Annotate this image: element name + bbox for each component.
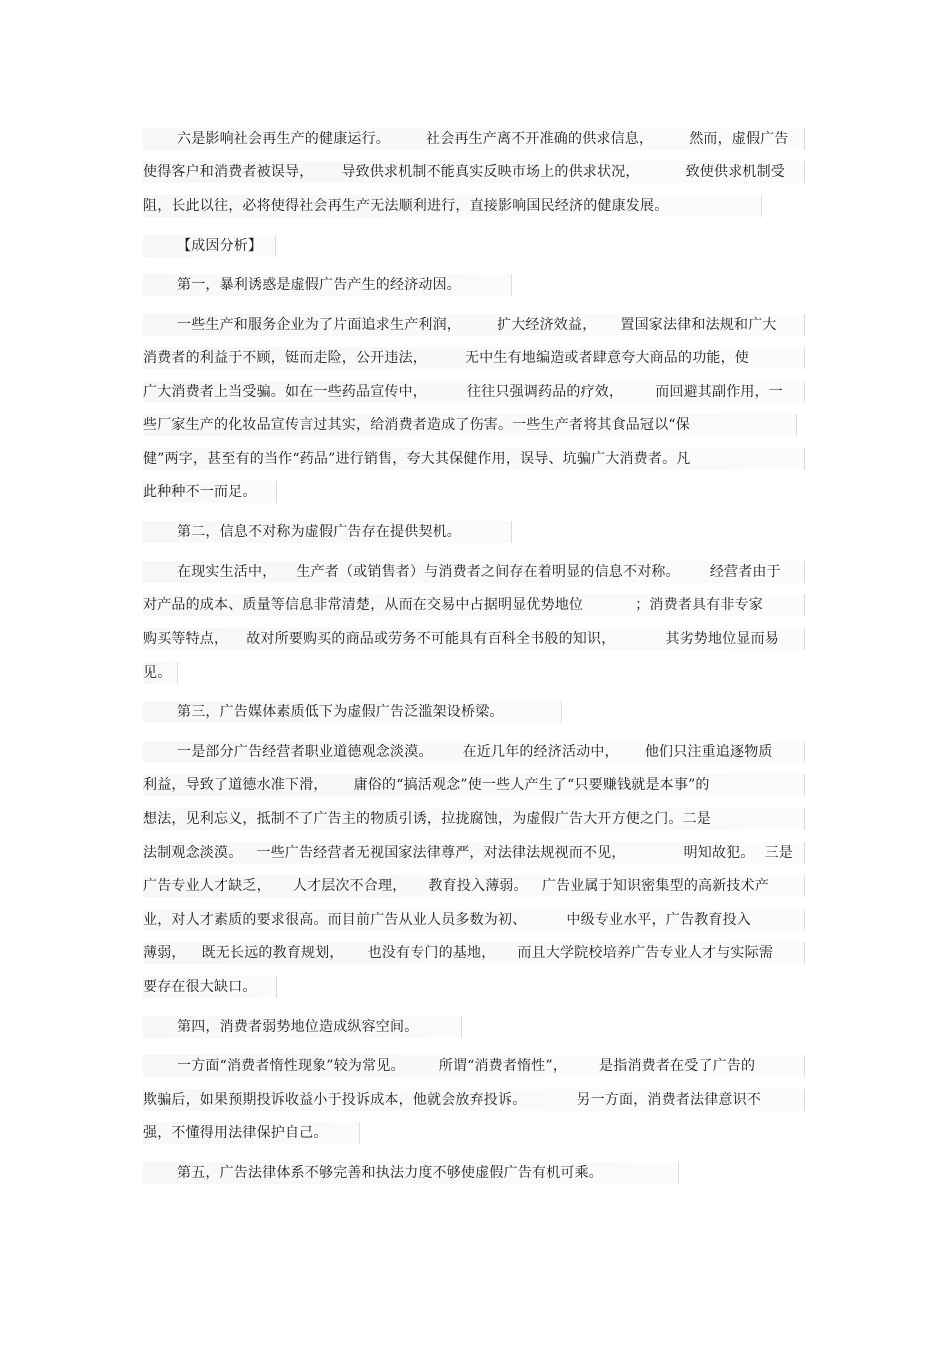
section-heading — [143, 235, 276, 257]
text-run: 想法，见利忘义，抵制不了广告主的物质引诱，拉拢腐蚀，为虚假广告大开方便之门。二是 — [143, 811, 711, 827]
paragraph-line — [143, 976, 277, 998]
text-run: 消费者的利益于不顾，铤而走险，公开违法， — [143, 350, 427, 366]
text-run: 六是影响社会再生产的健康运行。 — [177, 131, 390, 147]
text-run: 法制观念淡漠。 — [143, 845, 243, 861]
paragraph-line — [143, 808, 805, 830]
text-run: 使得客户和消费者被误导， — [143, 164, 314, 180]
text-run: 置国家法律和法规和广大 — [620, 317, 777, 333]
text-run: 第五，广告法律体系不够完善和执法力度不够使虚假广告有机可乘。 — [177, 1165, 603, 1181]
text-run: 另一方面，消费者法律意识不 — [576, 1092, 762, 1108]
paragraph-line — [143, 1089, 805, 1111]
paragraph-line — [143, 448, 805, 470]
text-run: 薄弱， — [143, 945, 186, 961]
text-run: 第四，消费者弱势地位造成纵容空间。 — [177, 1019, 419, 1035]
text-run: 欺骗后，如果预期投诉收益小于投诉成本，他就会放弃投诉。 — [143, 1092, 527, 1108]
paragraph-line — [143, 314, 805, 336]
text-run: 健”两字，甚至有的当作“药品”进行销售，夸大其保健作用，误导、坑骗广大消费者。凡 — [143, 451, 691, 467]
text-run: 要存在很大缺口。 — [143, 979, 257, 995]
text-run: 业，对人才素质的要求很高。而目前广告从业人员多数为初、 — [143, 912, 527, 928]
paragraph-line — [143, 381, 805, 403]
paragraph-line — [143, 875, 805, 897]
paragraph-line — [143, 128, 805, 150]
text-run: 所谓“消费者惰性”， — [438, 1058, 568, 1074]
text-run: 广告业属于知识密集型的高新技术产 — [541, 878, 770, 894]
paragraph-line — [143, 628, 805, 650]
paragraph-line — [143, 942, 805, 964]
text-run: 一是部分广告经营者职业道德观念淡漠。 — [177, 744, 433, 760]
text-run: 见。 — [143, 665, 172, 681]
paragraph-line — [143, 1122, 360, 1144]
section-heading — [143, 701, 562, 723]
text-run: 利益，导致了道德水准下滑， — [143, 777, 328, 793]
text-run: 无中生有地编造或者肆意夸大商品的功能，使 — [465, 350, 749, 366]
text-run: 扩大经济效益， — [497, 317, 597, 333]
text-run: 致使供求机制受 — [685, 164, 786, 180]
text-run: 在现实生活中， — [177, 564, 277, 580]
text-run: 他们只注重追逐物质 — [644, 744, 773, 760]
section-heading — [143, 274, 512, 296]
text-run: 明知故犯。 — [683, 845, 755, 861]
paragraph-line — [143, 741, 805, 763]
text-run: 教育投入薄弱。 — [428, 878, 528, 894]
paragraph-line — [143, 774, 805, 796]
paragraph-line — [143, 842, 805, 864]
paragraph-line — [143, 195, 762, 217]
text-run: 广大消费者上当受骗。如在一些药品宣传中， — [143, 384, 427, 400]
text-run: 阻，长此以往，必将使得社会再生产无法顺利进行，直接影响国民经济的健康发展。 — [143, 198, 669, 214]
text-run: 购买等特点， — [143, 631, 229, 647]
text-run: 一些生产和服务企业为了片面追求生产利润， — [177, 317, 461, 333]
text-run: 三是 — [764, 845, 794, 861]
text-run: ；消费者具有非专家 — [635, 597, 764, 613]
paragraph-line — [143, 347, 805, 369]
text-run: 【成因分析】 — [177, 238, 263, 254]
section-heading — [143, 1016, 462, 1038]
text-run: 第三，广告媒体素质低下为虚假广告泛滥架设桥梁。 — [177, 704, 504, 720]
text-run: 是指消费者在受了广告的 — [599, 1058, 756, 1074]
text-run: 而且大学院校培养广告专业人才与实际需 — [517, 945, 774, 961]
text-run: 经营者由于 — [709, 564, 781, 580]
text-run: 在近几年的经济活动中， — [462, 744, 619, 760]
text-run: 强，不懂得用法律保护自己。 — [143, 1125, 328, 1141]
text-run: 既无长远的教育规划， — [201, 945, 344, 961]
paragraph-line — [143, 594, 805, 616]
text-run: 往往只强调药品的疗效， — [467, 384, 624, 400]
paragraph-line — [143, 1055, 805, 1077]
text-run: 中级专业水平，广告教育投入 — [566, 912, 752, 928]
text-run: 也没有专门的基地， — [367, 945, 496, 961]
paragraph-line — [143, 909, 805, 931]
section-heading — [143, 1162, 679, 1184]
paragraph-line — [143, 481, 277, 503]
text-run: 庸俗的“搞活观念”使一些人产生了“只要赚钱就是本事”的 — [353, 777, 710, 793]
text-run: 第一，暴利诱惑是虚假广告产生的经济动因。 — [177, 277, 461, 293]
text-run: 一些广告经营者无视国家法律尊严，对法律法规视而不见， — [256, 845, 626, 861]
text-run: 些厂家生产的化妆品宣传言过其实，给消费者造成了伤害。一些生产者将其食品冠以“保 — [143, 417, 690, 433]
text-run: 此种种不一而足。 — [143, 484, 257, 500]
text-run: 人才层次不合理， — [292, 878, 407, 894]
text-run: 然而，虚假广告 — [689, 131, 789, 147]
text-run: 生产者（或销售者）与消费者之间存在着明显的信息不对称。 — [296, 564, 680, 580]
section-heading — [143, 521, 512, 543]
text-run: 第二，信息不对称为虚假广告存在提供契机。 — [177, 524, 461, 540]
text-run: 其劣势地位显而易 — [665, 631, 780, 647]
paragraph-line — [143, 662, 178, 684]
paragraph-line — [143, 561, 805, 583]
text-run: 导致供求机制不能真实反映市场上的供求状况， — [341, 164, 640, 180]
text-run: 而回避其副作用，一 — [655, 384, 784, 400]
paragraph-line — [143, 161, 805, 183]
text-run: 对产品的成本、质量等信息非常清楚，从而在交易中占据明显优势地位 — [143, 597, 584, 613]
paragraph-line — [143, 414, 797, 436]
text-run: 社会再生产离不开准确的供求信息， — [426, 131, 654, 147]
text-run: 故对所要购买的商品或劳务不可能具有百科全书般的知识， — [246, 631, 616, 647]
text-run: 广告专业人才缺乏， — [143, 878, 271, 894]
text-run: 一方面“消费者惰性现象”较为常见。 — [177, 1058, 405, 1074]
